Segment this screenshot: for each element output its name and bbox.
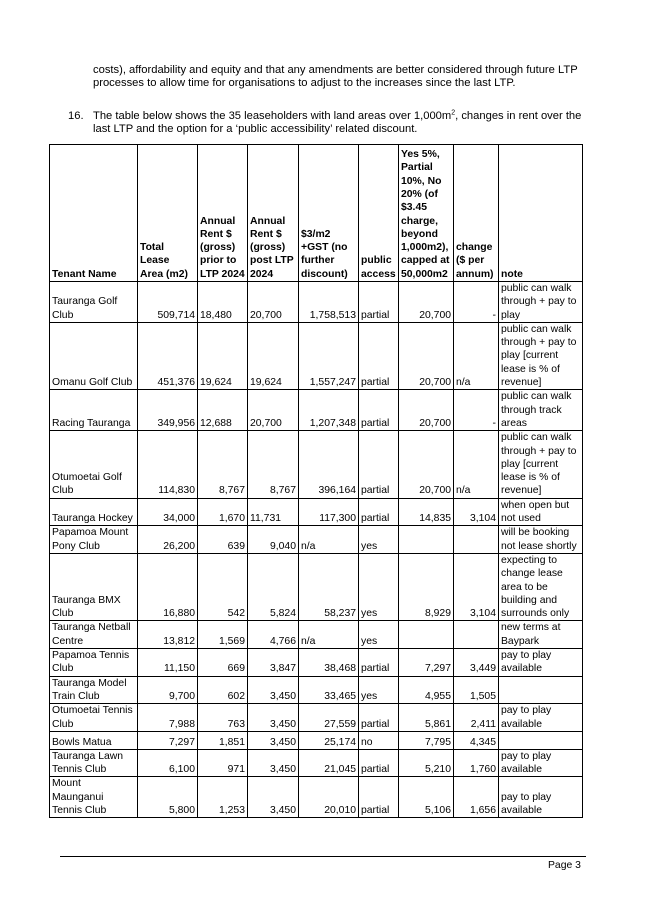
paragraph-text-start: The table below shows the 35 leaseholders with land areas over 1,000m [93,110,452,122]
cell-tenant-name: Papamoa Mount Pony Club [50,526,138,554]
cell-tenant-name: Tauranga Lawn Tennis Club [50,749,138,777]
superscript: 2 [451,109,456,117]
table-row [50,322,583,389]
paragraph-number: 16. [68,110,84,122]
cell-tenant-name: Otumoetai Tennis Club [50,704,138,732]
cell-total-area: 11,150 [138,649,198,677]
cell-change: 1,656 [454,777,499,818]
cell-note: expecting to change lease area to be building and surrounds only [499,553,583,620]
cell-note: pay to play available [499,704,583,732]
cell-note: when open but not used [499,498,583,526]
table-row [50,553,583,620]
cell-public-access: partial [359,282,399,323]
cell-discount-option: 20,700 [399,390,454,431]
cell-rent-post: 3,450 [248,676,299,704]
cell-rent-post: 3,450 [248,704,299,732]
cell-rent-post: 5,824 [248,553,299,620]
cell-public-access: yes [359,676,399,704]
cell-public-access: yes [359,553,399,620]
cell-note [499,731,583,749]
cell-public-access: partial [359,431,399,498]
cell-per-m2: 1,557,247 [299,322,359,389]
cell-public-access: partial [359,322,399,389]
header-note: note [499,145,583,282]
page-number: Page 3 [548,860,581,871]
cell-per-m2: 27,559 [299,704,359,732]
cell-discount-option: 8,929 [399,553,454,620]
footer-divider [60,856,586,857]
cell-discount-option: 7,795 [399,731,454,749]
cell-change: 2,411 [454,704,499,732]
cell-change [454,621,499,649]
table-row [50,390,583,431]
cell-total-area: 7,988 [138,704,198,732]
cell-per-m2: 1,207,348 [299,390,359,431]
cell-rent-prior: 18,480 [198,282,248,323]
cell-rent-post: 20,700 [248,282,299,323]
table-row [50,282,583,323]
cell-rent-post: 20,700 [248,390,299,431]
cell-note: public can walk through track areas [499,390,583,431]
cell-discount-option: 20,700 [399,431,454,498]
header-change: change ($ per annum) [454,145,499,282]
cell-discount-option: 5,861 [399,704,454,732]
cell-public-access: no [359,731,399,749]
cell-rent-prior: 1,851 [198,731,248,749]
cell-tenant-name: Tauranga Golf Club [50,282,138,323]
cell-rent-post: 8,767 [248,431,299,498]
cell-rent-post: 3,450 [248,777,299,818]
table-row [50,749,583,777]
cell-total-area: 349,956 [138,390,198,431]
cell-total-area: 34,000 [138,498,198,526]
cell-per-m2: 21,045 [299,749,359,777]
cell-per-m2: 20,010 [299,777,359,818]
cell-rent-prior: 602 [198,676,248,704]
header-per-m2: $3/m2 +GST (no further discount) [299,145,359,282]
cell-tenant-name: Omanu Golf Club [50,322,138,389]
cell-discount-option: 4,955 [399,676,454,704]
cell-change: n/a [454,322,499,389]
cell-note: will be booking not lease shortly [499,526,583,554]
cell-rent-prior: 1,253 [198,777,248,818]
cell-discount-option: 14,835 [399,498,454,526]
cell-note: pay to play available [499,749,583,777]
table-row [50,731,583,749]
table-row [50,676,583,704]
header-public-access: public access [359,145,399,282]
cell-discount-option: 5,106 [399,777,454,818]
cell-total-area: 26,200 [138,526,198,554]
cell-per-m2: 1,758,513 [299,282,359,323]
cell-per-m2: 58,237 [299,553,359,620]
cell-change: 3,104 [454,553,499,620]
cell-public-access: yes [359,621,399,649]
cell-total-area: 16,880 [138,553,198,620]
cell-rent-post: 3,847 [248,649,299,677]
cell-discount-option: 5,210 [399,749,454,777]
cell-discount-option [399,526,454,554]
cell-per-m2: 117,300 [299,498,359,526]
cell-change: 1,505 [454,676,499,704]
cell-tenant-name: Tauranga Netball Centre [50,621,138,649]
cell-total-area: 114,830 [138,431,198,498]
cell-rent-prior: 639 [198,526,248,554]
cell-rent-prior: 1,569 [198,621,248,649]
cell-public-access: yes [359,526,399,554]
cell-total-area: 5,800 [138,777,198,818]
cell-total-area: 13,812 [138,621,198,649]
cell-total-area: 451,376 [138,322,198,389]
cell-total-area: 9,700 [138,676,198,704]
table-row [50,777,583,818]
cell-rent-prior: 8,767 [198,431,248,498]
cell-per-m2: 38,468 [299,649,359,677]
cell-rent-prior: 542 [198,553,248,620]
cell-note [499,676,583,704]
table-row [50,649,583,677]
cell-total-area: 7,297 [138,731,198,749]
leaseholder-table [49,144,583,818]
cell-per-m2: n/a [299,621,359,649]
table-row [50,498,583,526]
cell-note: new terms at Baypark [499,621,583,649]
cell-note: public can walk through + pay to play [current lease is % of revenue] [499,322,583,389]
cell-rent-post: 3,450 [248,749,299,777]
cell-change [454,526,499,554]
cell-discount-option [399,621,454,649]
paragraph-text-end: , changes in rent over the last LTP and the option for a ‘public accessibility’ related discount. [93,110,582,135]
cell-public-access: partial [359,749,399,777]
cell-change: 4,345 [454,731,499,749]
cell-tenant-name: Otumoetai Golf Club [50,431,138,498]
cell-change: - [454,390,499,431]
table-row [50,704,583,732]
cell-per-m2: n/a [299,526,359,554]
cell-change: 3,449 [454,649,499,677]
cell-per-m2: 25,174 [299,731,359,749]
cell-change: 1,760 [454,749,499,777]
cell-rent-post: 4,766 [248,621,299,649]
cell-public-access: partial [359,704,399,732]
cell-discount-option: 20,700 [399,322,454,389]
table-header-row [50,145,583,282]
cell-tenant-name: Bowls Matua [50,731,138,749]
header-rent-post: Annual Rent $ (gross) post LTP 2024 [248,145,299,282]
cell-rent-post: 9,040 [248,526,299,554]
cell-note: public can walk through + pay to play [499,282,583,323]
header-tenant-name: Tenant Name [50,145,138,282]
cell-tenant-name: Tauranga Model Train Club [50,676,138,704]
cell-tenant-name: Tauranga Hockey [50,498,138,526]
cell-per-m2: 33,465 [299,676,359,704]
intro-paragraph: costs), affordability and equity and that any amendments are better considered through future LTP processes to allow time for organisations to adjust to the increases since the last LTP. [93,64,578,89]
cell-tenant-name: Papamoa Tennis Club [50,649,138,677]
cell-public-access: partial [359,777,399,818]
cell-tenant-name: Racing Tauranga [50,390,138,431]
cell-rent-post: 11,731 [248,498,299,526]
cell-rent-prior: 1,670 [198,498,248,526]
cell-rent-prior: 12,688 [198,390,248,431]
cell-change: 3,104 [454,498,499,526]
cell-public-access: partial [359,390,399,431]
cell-public-access: partial [359,649,399,677]
cell-rent-post: 3,450 [248,731,299,749]
cell-tenant-name: Tauranga BMX Club [50,553,138,620]
cell-note: public can walk through + pay to play [current lease is % of revenue] [499,431,583,498]
cell-rent-prior: 669 [198,649,248,677]
header-rent-prior: Annual Rent $ (gross) prior to LTP 2024 [198,145,248,282]
table-row [50,431,583,498]
cell-note: pay to play available [499,777,583,818]
header-total-lease-area: Total Lease Area (m2) [138,145,198,282]
cell-total-area: 6,100 [138,749,198,777]
cell-tenant-name: Mount Maunganui Tennis Club [50,777,138,818]
cell-rent-prior: 971 [198,749,248,777]
cell-change: - [454,282,499,323]
cell-rent-post: 19,624 [248,322,299,389]
cell-discount-option: 7,297 [399,649,454,677]
cell-per-m2: 396,164 [299,431,359,498]
cell-total-area: 509,714 [138,282,198,323]
cell-note: pay to play available [499,649,583,677]
header-discount-option: Yes 5%, Partial 10%, No 20% (of $3.45 charge, beyond 1,000m2), capped at 50,000m2 [399,145,454,282]
cell-change: n/a [454,431,499,498]
cell-discount-option: 20,700 [399,282,454,323]
cell-rent-prior: 763 [198,704,248,732]
table-row [50,621,583,649]
table-row [50,526,583,554]
cell-rent-prior: 19,624 [198,322,248,389]
cell-public-access: partial [359,498,399,526]
paragraph-text [93,110,598,136]
